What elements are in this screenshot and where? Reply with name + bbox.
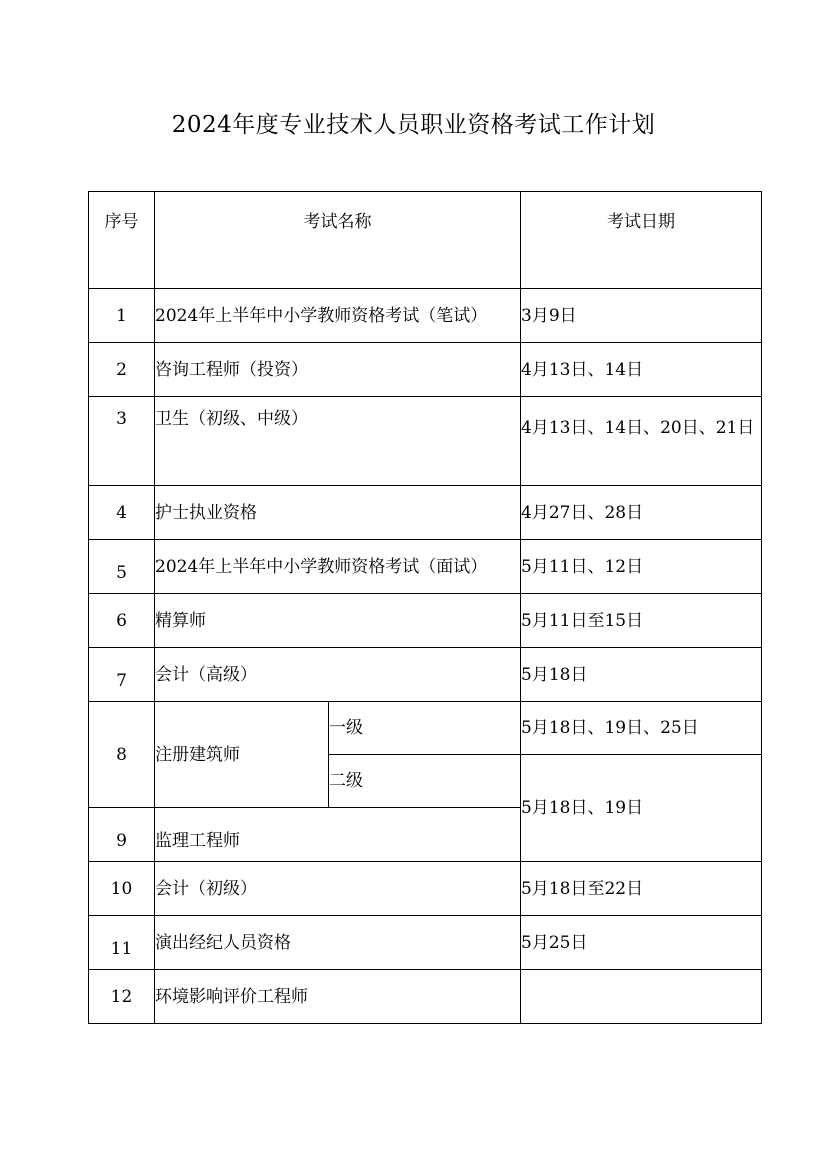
row-name: 卫生（初级、中级）: [155, 397, 521, 486]
row-no: 4: [89, 486, 155, 540]
table-row: [89, 289, 762, 343]
row-name: 注册建筑师: [155, 702, 329, 808]
row-no: 9: [89, 808, 155, 862]
row-no: 2: [89, 343, 155, 397]
row-name: 会计（初级）: [155, 862, 521, 916]
table-row: [89, 486, 762, 540]
row-no: 6: [89, 594, 155, 648]
row-no: 7: [89, 648, 155, 702]
header-date: 考试日期: [521, 192, 762, 289]
row-no: 11: [89, 916, 155, 970]
row-name: 监理工程师: [155, 808, 521, 862]
row-subname: 一级: [329, 702, 521, 755]
table-row: [89, 862, 762, 916]
row-date: [521, 970, 762, 1024]
row-date: 5月18日: [521, 648, 762, 702]
row-name: 护士执业资格: [155, 486, 521, 540]
table-header-row: [89, 192, 762, 289]
table-row: [89, 648, 762, 702]
table-row: [89, 702, 762, 755]
row-date: 4月13日、14日、20日、21日: [521, 397, 762, 486]
table-row: [89, 916, 762, 970]
row-name: 2024年上半年中小学教师资格考试（面试）: [155, 540, 521, 594]
row-date: 5月18日至22日: [521, 862, 762, 916]
row-date: 4月13日、14日: [521, 343, 762, 397]
exam-schedule-table: [88, 191, 762, 1024]
row-date: 3月9日: [521, 289, 762, 343]
row-no: 8: [89, 702, 155, 808]
row-no: 3: [89, 397, 155, 486]
row-name: 咨询工程师（投资）: [155, 343, 521, 397]
page-title: 2024年度专业技术人员职业资格考试工作计划: [171, 112, 656, 138]
table-row: [89, 594, 762, 648]
row-date: 5月25日: [521, 916, 762, 970]
row-date: 5月11日至15日: [521, 594, 762, 648]
header-no: 序号: [89, 192, 155, 289]
table-row: [89, 970, 762, 1024]
row-name: 2024年上半年中小学教师资格考试（笔试）: [155, 289, 521, 343]
row-name: 会计（高级）: [155, 648, 521, 702]
header-name: 考试名称: [155, 192, 521, 289]
table-row: [89, 343, 762, 397]
row-subname: 二级: [329, 755, 521, 808]
row-name: 环境影响评价工程师: [155, 970, 521, 1024]
table-row: [89, 540, 762, 594]
row-name: 精算师: [155, 594, 521, 648]
row-date: 5月18日、19日: [521, 755, 762, 862]
row-no: 1: [89, 289, 155, 343]
row-date: 5月18日、19日、25日: [521, 702, 762, 755]
row-date: 5月11日、12日: [521, 540, 762, 594]
row-date: 4月27日、28日: [521, 486, 762, 540]
row-name: 演出经纪人员资格: [155, 916, 521, 970]
table-row: [89, 397, 762, 486]
row-no: 5: [89, 540, 155, 594]
row-no: 10: [89, 862, 155, 916]
row-no: 12: [89, 970, 155, 1024]
